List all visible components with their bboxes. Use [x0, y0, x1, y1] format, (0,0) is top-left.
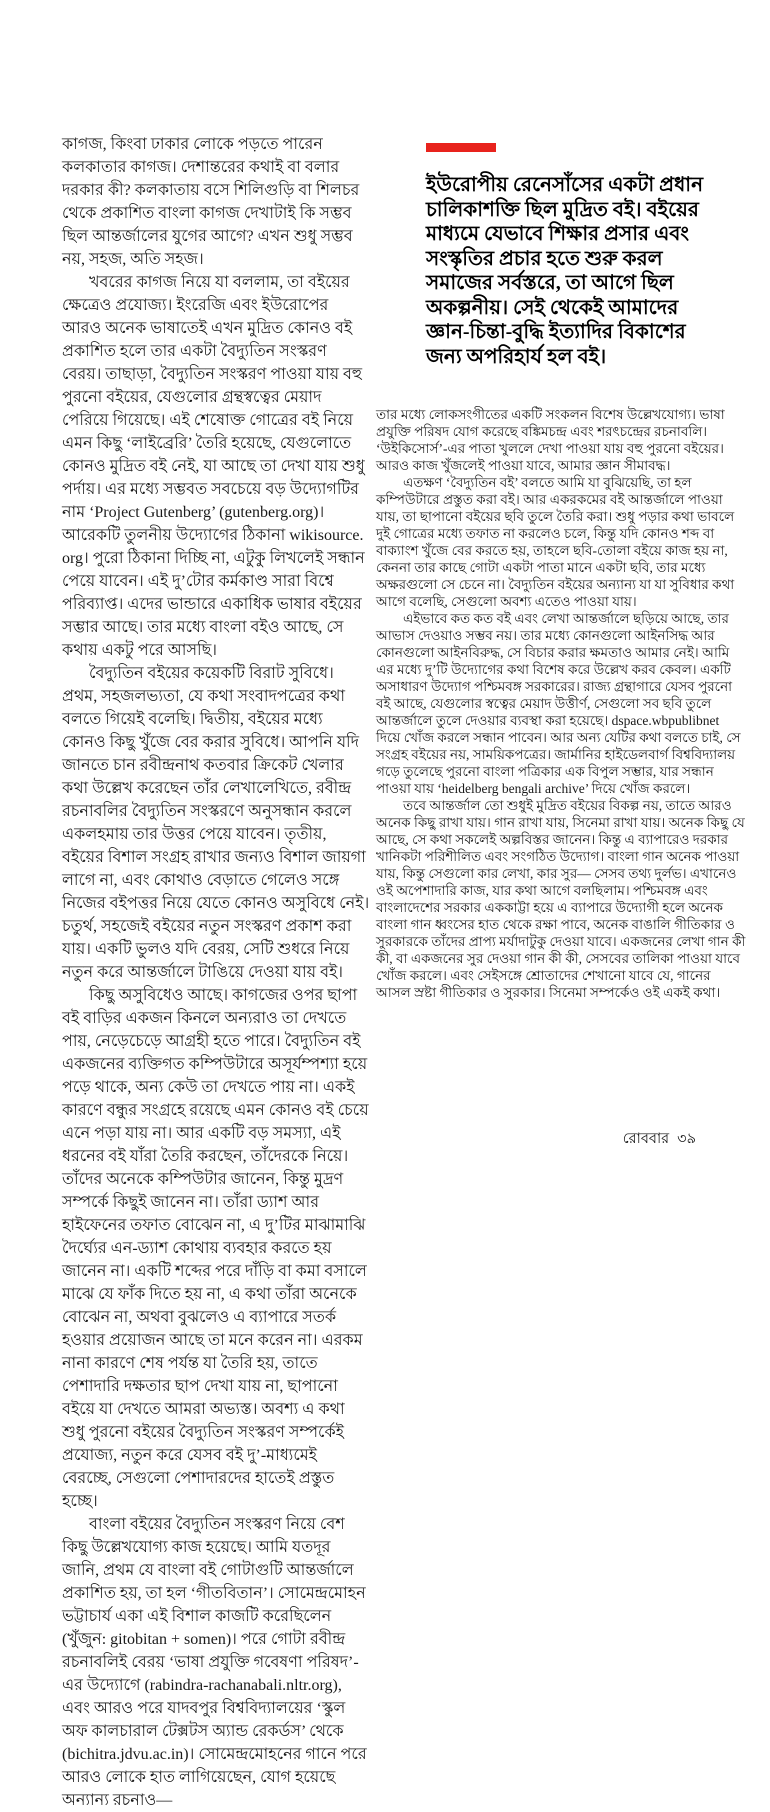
left-column — [62, 133, 370, 1812]
body-paragraph: কাগজ, কিংবা ঢাকার লোকে পড়তে পারেন কলকাতার কাগজ। দেশান্তরের কথাই বা বলার দরকার কী? কলকাতায় বসে শিলিগুড়ি বা শিলচর থেকে প্রকাশিত বাংলা কাগজ দেখাটাই কি সম্ভব ছিল আন্তর্জালের যুগের আগে? এখন শুধু সম্ভব নয়, সহজ, অতি সহজ। — [62, 136, 360, 268]
body-paragraph: তবে আন্তর্জাল তো শুধুই মুদ্রিত বইয়ের বিকল্প নয়, তাতে আরও অনেক কিছু রাখা যায়। গান রাখা যায়, সিনেমা রাখা যায়। অনেক কিছু যে আছে, সে কথা সকলেই অল্পবিস্তর জানেন। কিন্তু এ ব্যাপারেও দরকার খানিকটা পরিশীলিত এবং সংগঠিত উদ্যোগ। বাংলা গান অনেক পাওয়া যায়, কিন্তু সেগুলো কার লেখা, কার সুর— সেসব তথ্য দুর্লভ। এখানেও ওই অপেশাদারি কাজ, যার কথা আগে বলছিলাম। পশ্চিমবঙ্গ এবং বাংলাদেশের সরকার এককাট্টা হয়ে এ ব্যাপারে উদ্যোগী হলে অনেক বাংলা গান ধ্বংসের হাত থেকে রক্ষা পাবে, অনেক বাঙালি গীতিকার ও সুরকারকে তাঁদের প্রাপ্য মর্যাদাটুকু দেওয়া যাবে। একজনের লেখা গান কী কী, বা একজনের সুর দেওয়া গান কী কী, সেসবের তালিকা পাওয়া যাবে খোঁজ করলে। এবং সেইসঙ্গে শ্রোতাদের শেখানো যাবে যে, গানের আসল স্রষ্টা গীতিকার ও সুরকার। সিনেমা সম্পর্কেও ওই একই কথা। — [376, 798, 746, 1000]
page-footer — [376, 1130, 696, 1148]
body-paragraph: খবরের কাগজ নিয়ে যা বললাম, তা বইয়ের ক্ষেত্রেও প্রযোজ্য। ইংরেজি এবং ইউরোপের আরও অনেক ভাষাতেই এখন মুদ্রিত কোনও বই প্রকাশিত হলে তার একটা বৈদ্যুতিন সংস্করণ বেরয়। তাছাড়া, বৈদ্যুতিন সংস্করণ পাওয়া যায় বহু পুরনো বইয়ের, যেগুলোর গ্রন্থস্বত্বের মেয়াদ পেরিয়ে গিয়েছে। এই শেষোক্ত গোত্রের বই নিয়ে এমন কিছু ‘লাইব্রেরি’ তৈরি হয়েছে, যেগুলোতে কোনও মুদ্রিত বই নেই, যা আছে তা দেখা যায় শুধু পর্দায়। এর মধ্যে সম্ভবত সবচেয়ে বড় উদ্যোগটির নাম ‘Project Gutenberg’ (gutenberg.org)। আরেকটি তুলনীয় উদ্যোগের ঠিকানা wikisource. org। পুরো ঠিকানা দিচ্ছি না, এটুকু লিখলেই সন্ধান পেয়ে যাবেন। এই দু’টোর কর্মকাণ্ড সারা বিশ্বে পরিব্যাপ্ত। এদের ভান্ডারে একাধিক ভাষার বইয়ের সম্ভার আছে। তার মধ্যে বাংলা বইও আছে, সে কথায় একটু পরে আসছি। — [62, 274, 365, 659]
red-accent-bar — [426, 143, 496, 152]
body-paragraph: বাংলা বইয়ের বৈদ্যুতিন সংস্করণ নিয়ে বেশ কিছু উল্লেখযোগ্য কাজ হয়েছে। আমি যতদূর জানি, প্রথম যে বাংলা বই গোটাগুটি আন্তর্জালে প্রকাশিত হয়, তা হল ‘গীতবিতান’। সোমেন্দ্রমোহন ভট্টাচার্য একা এই বিশাল কাজটি করেছিলেন (খুঁজুন: gitobitan + somen)। পরে গোটা রবীন্দ্র রচনাবলিই বেরয় ‘ভাষা প্রযুক্তি গবেষণা পরিষদ’-এর উদ্যোগে (rabindra-rachanabali.nltr.org), এবং আরও পরে যাদবপুর বিশ্ববিদ্যালয়ের ‘স্কুল অফ কালচারাল টেক্সটস অ্যান্ড রেকর্ডস’ থেকে (bichitra.jdvu.ac.in)। সোমেন্দ্রমোহনের গানে পরে আরও লোকে হাত লাগিয়েছেন, যোগ হয়েছে অন্যান্য রচনাও— — [62, 1516, 367, 1809]
body-paragraph: এইভাবে কত কত বই এবং লেখা আন্তর্জালে ছড়িয়ে আছে, তার আভাস দেওয়াও সম্ভব নয়। তার মধ্যে কোনগুলো আইনসিদ্ধ আর কোনগুলো আইনবিরুদ্ধ, সে বিচার করার ক্ষমতাও আমার নেই। আমি এর মধ্যে দু’টি উদ্যোগের কথা বিশেষ করে উল্লেখ করব কেবল। একটি অসাধারণ উদ্যোগ পশ্চিমবঙ্গ সরকারের। রাজ্য গ্রন্থাগারে যেসব পুরনো বই আছে, যেগুলোর স্বত্বের মেয়াদ উত্তীর্ণ, সেগুলো সব ছবি তুলে আন্তর্জালে তুলে দেওয়ার ব্যবস্থা করা হয়েছে। dspace.wbpublibnet দিয়ে খোঁজ করলে সন্ধান পাবেন। আর অন্য যেটির কথা বলতে চাই, সে সংগ্রহ বইয়ের নয়, সাময়িকপত্রের। জার্মানির হাইডেলবার্গ বিশ্ববিদ্যালয় গড়ে তুলেছে পুরনো বাংলা পত্রিকার এক বিপুল সম্ভার, যার সন্ধান পাওয়া যায় ‘heidelberg bengali archive’ দিয়ে খোঁজ করলে। — [376, 611, 741, 796]
body-paragraph: এতক্ষণ ‘বৈদ্যুতিন বই’ বলতে আমি যা বুঝিয়েছি, তা হল কম্পিউটারে প্রস্তুত করা বই। আর একরকমের বই আন্তর্জালে পাওয়া যায়, তা ছাপানো বইয়ের ছবি তুলে তৈরি করা। শুধু পড়ার কথা ভাবলে দুই গোত্রের মধ্যে তফাত না করলেও চলে, কিন্তু যদি কোনও শব্দ বা বাক্যাংশ খুঁজে বের করতে হয়, তাহলে ছবি-তোলা বইয়ে কাজ হয় না, কেননা তার কাছে গোটা একটা পাতা মানে একটা ছবি, তার মধ্যে অক্ষরগুলো সে চেনে না। বৈদ্যুতিন বইয়ের অন্যান্য যা যা সুবিধার কথা আগে বলেছি, সেগুলো অবশ্য এতেও পাওয়া যায়। — [376, 475, 735, 609]
magazine-name: রোববার — [622, 1131, 670, 1147]
body-paragraph: কিছু অসুবিধেও আছে। কাগজের ওপর ছাপা বই বাড়ির একজন কিনলে অন্যরাও তা দেখতে পায়, নেড়েচেড়ে আগ্রহী হতে পারে। বৈদ্যুতিন বই একজনের ব্যক্তিগত কম্পিউটারে অসূর্যম্পশ্যা হয়ে পড়ে থাকে, অন্য কেউ তা দেখতে পায় না। একই কারণে বন্ধুর সংগ্রহে রয়েছে এমন কোনও বই চেয়ে এনে পড়া যায় না। আর একটি বড় সমস্যা, এই ধরনের বই যাঁরা তৈরি করছেন, তাঁদেরকে নিয়ে। তাঁদের অনেকে কম্পিউটার জানেন, কিন্তু মুদ্রণ সম্পর্কে কিছুই জানেন না। তাঁরা ড্যাশ আর হাইফেনের তফাত বোঝেন না, এ দু’টির মাঝামাঝি দৈর্ঘ্যের এন-ড্যাশ কোথায় ব্যবহার করতে হয় জানেন না। একটি শব্দের পরে দাঁড়ি বা কমা বসালে মাঝে যে ফাঁক দিতে হয় না, এ কথা তাঁরা অনেকে বোঝেন না, অথবা বুঝলেও এ ব্যাপারে সতর্ক হওয়ার প্রয়োজন আছে তা মনে করেন না। এরকম নানা কারণে শেষ পর্যন্ত যা তৈরি হয়, তাতে পেশাদারি দক্ষতার ছাপ দেখা যায় না, ছাপানো বইয়ে যা দেখতে আমরা অভ্যস্ত। অবশ্য এ কথা শুধু পুরনো বইয়ের বৈদ্যুতিন সংস্করণ সম্পর্কেই প্রযোজ্য, নতুন করে যেসব বই দু’-মাধ্যমেই বেরচ্ছে, সেগুলো পেশাদারদের হাতেই প্রস্তুত হচ্ছে। — [62, 987, 369, 1510]
body-paragraph: বৈদ্যুতিন বইয়ের কয়েকটি বিরাট সুবিধে। প্রথম, সহজলভ্যতা, যে কথা সংবাদপত্রের কথা বলতে গিয়েই বলেছি। দ্বিতীয়, বইয়ের মধ্যে কোনও কিছু খুঁজে বের করার সুবিধে। আপনি যদি জানতে চান রবীন্দ্রনাথ কতবার ক্রিকেট খেলার কথা উল্লেখ করেছেন তাঁর লেখালেখিতে, রবীন্দ্র রচনাবলির বৈদ্যুতিন সংস্করণে অনুসন্ধান করলে একলহমায় তার উত্তর পেয়ে যাবেন। তৃতীয়, বইয়ের বিশাল সংগ্রহ রাখার জন্যও বিশাল জায়গা লাগে না, এবং কোথাও বেড়াতে গেলেও সঙ্গে নিজের বইপত্তর নিয়ে যেতে কোনও অসুবিধে নেই। চতুর্থ, সহজেই বইয়ের নতুন সংস্করণ প্রকাশ করা যায়। একটি ভুলও যদি বেরয়, সেটি শুধরে নিয়ে নতুন করে আন্তর্জালে টাঙিয়ে দেওয়া যায় বই। — [62, 665, 370, 981]
page-number: ৩৯ — [677, 1131, 696, 1147]
pull-quote-block — [426, 143, 716, 369]
pull-quote-text: ইউরোপীয় রেনেসাঁসের একটা প্রধান চালিকাশক্তি ছিল মুদ্রিত বই। বইয়ের মাধ্যমে যেভাবে শিক্ষার প্রসার এবং সংস্কৃতির প্রচার হতে শুরু করল সমাজের সর্বস্তরে, তা আগে ছিল অকল্পনীয়। সেই থেকেই আমাদের জ্ঞান-চিন্তা-বুদ্ধি ইত্যাদির বিকাশের জন্য অপরিহার্য হল বই। — [426, 174, 704, 368]
body-paragraph: তার মধ্যে লোকসংগীতের একটি সংকলন বিশেষ উল্লেখযোগ্য। ভাষা প্রযুক্তি পরিষদ যোগ করেছে বঙ্কিমচন্দ্র এবং শরৎচন্দ্রের রচনাবলি। ‘উইকিসোর্স’-এর পাতা খুললে দেখা পাওয়া যায় বহু পুরনো বইয়ের। আরও কাজ খুঁজলেই পাওয়া যাবে, আমার জ্ঞান সীমাবদ্ধ। — [376, 407, 725, 473]
right-column — [376, 406, 746, 1001]
